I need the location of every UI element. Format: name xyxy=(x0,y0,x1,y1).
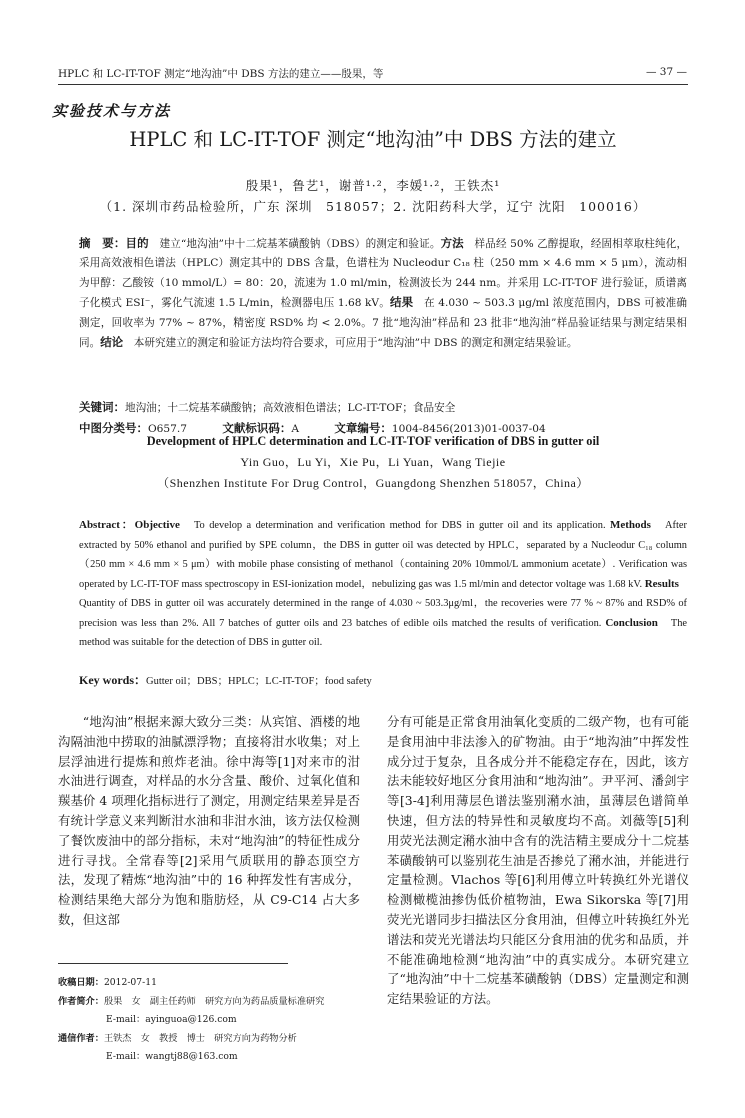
conclusion-label: 结论 xyxy=(100,335,124,350)
author-info: 作者简介：殷果 女 副主任药师 研究方向为药品质量标准研究 xyxy=(58,995,325,1007)
affiliation-chinese: （1. 深圳市药品检验所，广东 深圳 518057；2. 沈阳药科大学，辽宁 沈阳 100016） xyxy=(99,199,647,214)
body-left-column: “地沟油”根据来源大致分三类：从宾馆、酒楼的地沟隔油池中捞取的油腻漂浮物；直接将泔水收集；对上层浮油进行提炼和煎炸老油。徐中海等[1]对来市的泔水油进行调查，对样品的水分含量、酸价、过氧化值和羰基价 4 项理化指标进行了测定，用测定结果差异是否有统计学意义来判断泔水油和非泔水油，该方法仅检测了餐饮废油中的部分指标，未对“地沟油”的特征性成分进行寻找。全常春等[2]采用气质联用的静态顶空方法，发现了精炼“地沟油”中的 16 种挥发性有害成分，检测结果绝大部分为饱和脂肪烃，从 C9-C14 占大多数，但这部 xyxy=(58,714,360,927)
clc-value: O657.7 xyxy=(148,423,188,435)
objective-en-text: To develop a determination and verification method for DBS in gutter oil and its application. xyxy=(179,520,606,531)
keywords-english xyxy=(79,671,687,691)
article-no-value: 1004-8456(2013)01-0037-04 xyxy=(391,423,546,435)
abstract-label: 摘 要： xyxy=(79,236,126,250)
keywords-chinese xyxy=(79,398,687,418)
affiliation-english: （Shenzhen Institute For Drug Control，Guangdong Shenzhen 518057，China） xyxy=(157,476,589,490)
abstract-en-label: Abstract： xyxy=(79,519,135,531)
objective-text: 建立“地沟油”中十二烷基苯磺酸钠（DBS）的测定和验证。 xyxy=(148,238,441,250)
conclusion-en-label: Conclusion xyxy=(605,616,658,629)
results-label: 结果 xyxy=(389,295,414,310)
methods-label: 方法 xyxy=(440,236,464,250)
body-right-column: 分有可能是正常食用油氧化变质的二级产物，也有可能是食用油中非法渗入的矿物油。由于“地沟油”中挥发性成分过于复杂，且各成分并不能稳定存在，因此，该方法未能较好地区分食用油和“地沟油”。尹平河、潘剑宇等[3-4]利用薄层色谱法鉴别潲水油，虽薄层色谱简单快速，但方法的特异性和灵敏度均不高。刘薇等[5]利用荧光法测定潲水油中含有的洗洁精主要成分十二烷基苯磺酸钠可以鉴别花生油是否掺兑了潲水油，并能进行定量检测。Vlachos 等[6]利用傅立叶转换红外光谱仪检测橄榄油掺伪低价植物油，Ewa Sikorska 等[7]用荧光光谱同步扫描法区分食用油，但傅立叶转换红外光谱法和荧光光谱法均只能区分食用油的优劣和品质，并不能准确地检测“地沟油”中的真实成分。本研究建立了“地沟油”中十二烷基苯磺酸钠（DBS）定量测定和测定结果验证的方法。 xyxy=(387,714,689,1007)
corresponding-author: 通信作者：王铁杰 女 教授 博士 研究方向为药物分析 xyxy=(58,1032,297,1044)
keywords-en-text: Gutter oil；DBS；HPLC；LC-IT-TOF；food safety xyxy=(146,676,372,687)
section-label: 实验技术与方法 xyxy=(52,102,172,120)
corresponding-email: E-mail：wangtj88@163.com xyxy=(106,1051,238,1063)
keywords-label: 关键词： xyxy=(79,400,125,414)
methods-text: 样品经 50% 乙醇提取，经固相萃取柱纯化，采用高效液相色谱法（HPLC）测定其中的 DBS 含量，色谱柱为 Nucleodur C₁₈ 柱（250 mm × 4.6 mm × 5 μm），流动相为甲醇：乙酸铵（10 mmol/L）= 80：20，流速为 1.0 ml/min，检测波长为 244 nm。并采用 LC-IT-TOF 进行验证，质谱离子化模式 ESI⁻，雾化气流速 1.5 L/min，检测器电压 1.68 kV。 xyxy=(79,238,688,310)
results-text: 在 4.030 ~ 503.3 μg/ml 浓度范围内，DBS 可被准确测定，回收率为 77% ~ 87%，精密度 RSD% 均 < 2.0%。7 批“地沟油”样品和 23 批非“地沟油”样品验证结果与测定结果相同。 xyxy=(79,297,687,350)
results-en-text: Quantity of DBS in gutter oil was accurately determined in the range of 4.030 ~ 503.3μg/ml，the recoveries were 77 % ~ 87% and RSD% of precision was less than 2%. All 7 batches of gutter oils and 23 batches of edible oils matched the results of verification. xyxy=(79,578,690,629)
doc-code-label: 文献标识码： xyxy=(222,421,292,435)
footnotes xyxy=(58,974,358,1067)
keywords-en-label: Key words： xyxy=(79,673,146,687)
running-header: HPLC 和 LC-IT-TOF 测定“地沟油”中 DBS 方法的建立——殷果，等 xyxy=(58,68,384,80)
authors-chinese: 殷果¹，鲁艺¹，谢普¹·²，李媛¹·²，王铁杰¹ xyxy=(245,178,501,193)
methods-en-label: Methods xyxy=(610,519,651,531)
doc-code-value: A xyxy=(291,423,300,435)
conclusion-en-text: The method was suitable for the detection of DBS in gutter oil. xyxy=(79,617,688,648)
objective-label: 目的 xyxy=(125,236,149,250)
conclusion-text: 本研究建立的测定和验证方法均符合要求，可应用于“地沟油”中 DBS 的测定和测定结果验证。 xyxy=(123,337,578,350)
abstract-english xyxy=(79,516,690,653)
abstract-chinese xyxy=(79,234,687,353)
keywords-text: 地沟油；十二烷基苯磺酸钠；高效液相色谱法；LC-IT-TOF；食品安全 xyxy=(125,402,456,414)
objective-en-label: Objective xyxy=(134,519,180,531)
received-date: 收稿日期：2012-07-11 xyxy=(58,977,157,988)
article-no-label: 文章编号： xyxy=(334,421,392,435)
footnote-rule xyxy=(58,963,288,964)
authors-english: Yin Guo，Lu Yi，Xie Pu，Li Yuan，Wang Tiejie xyxy=(240,455,506,469)
methods-en-text: After extracted by 50% ethanol and purified by SPE column，the DBS in gutter oil was detected by HPLC，separated by a Nucleodur C₁₈ column（250 mm × 4.6 mm × 5 μm）with mobile phase consisting of methanol（containing 20% 10mmol/L ammonium acetate）. Verification was operated by LC-IT-TOF mass spectroscopy in ESI-ionization model，nebulizing gas was 1.5 ml/min and detector voltage was 1.68 kV. xyxy=(79,520,687,590)
title-chinese: HPLC 和 LC-IT-TOF 测定“地沟油”中 DBS 方法的建立 xyxy=(129,128,617,151)
page-number: — 37 — xyxy=(645,66,687,78)
title-english: Development of HPLC determination and LC-IT-TOF verification of DBS in gutter oil xyxy=(146,434,600,448)
clc-label: 中图分类号： xyxy=(79,421,148,435)
results-en-label: Results xyxy=(644,577,679,590)
header-rule xyxy=(58,84,688,85)
author-email: E-mail：ayinguoa@126.com xyxy=(106,1014,237,1026)
